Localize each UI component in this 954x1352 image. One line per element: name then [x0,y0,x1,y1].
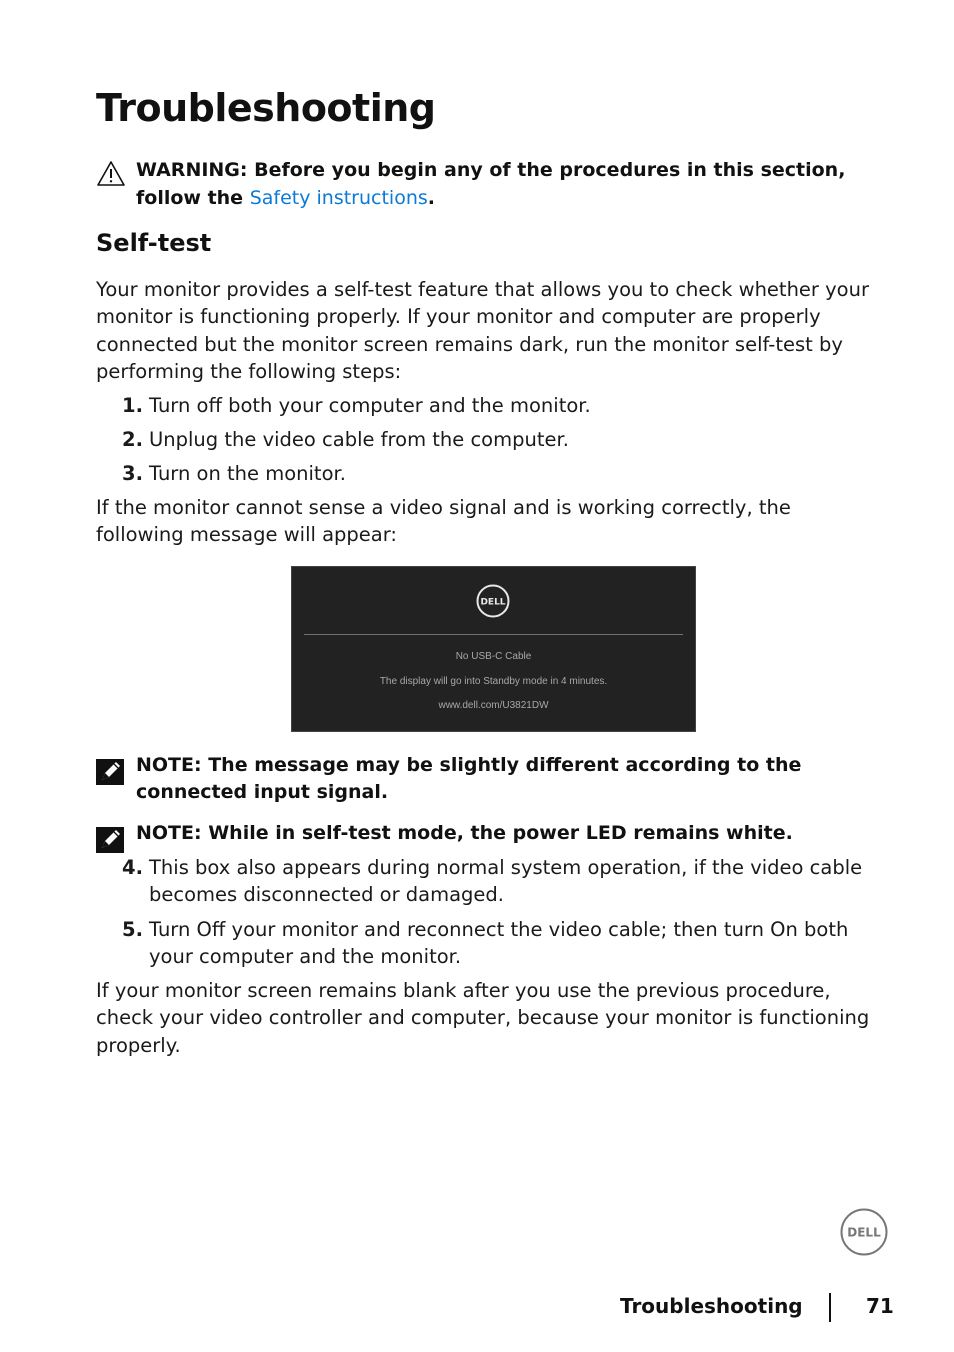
note-pencil-icon [96,759,124,785]
list-item-number: 3. [122,462,143,485]
dell-logo-icon [476,584,510,618]
intro-paragraph: Your monitor provides a self-test feature that allows you to check whether your monitor is functioning properly. If your monitor and computer are properly connected but the monitor screen remains dark, run the monitor self-test by performing the following steps: [96,278,869,383]
osd-line-1: No USB-C Cable [455,651,532,662]
footer-section-label: Troubleshooting [620,1294,803,1318]
section-heading: Self-test [96,229,212,257]
closing-paragraph: If your monitor screen remains blank after you use the previous procedure, check your video controller and computer, because your monitor is functioning properly. [96,979,870,1057]
footer-divider [829,1293,831,1322]
list-item-text: Unplug the video cable from the computer. [149,428,569,451]
warning-text-suffix: . [427,187,435,209]
list-item-number: 5. [122,918,143,941]
list-item-text: Turn off both your computer and the monitor. [149,394,591,417]
list-item-text: Turn Off your monitor and reconnect the video cable; then turn On both your computer and the monitor. [149,918,849,969]
osd-divider [304,634,683,635]
note-pencil-icon [96,827,124,853]
warning-text-prefix: WARNING: Before you begin any of the procedures in this section, follow the [136,159,846,209]
message-paragraph: If the monitor cannot sense a video signal and is working correctly, the following message will appear: [96,496,791,547]
warning-triangle-icon [96,160,126,187]
note-text: NOTE: The message may be slightly different according to the connected input signal. [136,754,802,803]
list-item-number: 1. [122,394,143,417]
safety-instructions-link[interactable]: Safety instructions [249,187,428,209]
note-text: NOTE: While in self-test mode, the power LED remains white. [136,822,793,844]
page-title: Troubleshooting [96,86,436,130]
dell-logo-icon [840,1208,888,1256]
svg-text:DELL: DELL [847,1225,881,1240]
page-number: 71 [866,1294,894,1318]
list-item-number: 4. [122,856,143,879]
list-item-number: 2. [122,428,143,451]
list-item-text: Turn on the monitor. [149,462,346,485]
list-item-text: This box also appears during normal system operation, if the video cable becomes disconnected or damaged. [149,856,863,907]
warning-text [136,156,896,212]
osd-line-3: www.dell.com/U3821DW [438,700,549,711]
osd-line-2: The display will go into Standby mode in 4 minutes. [379,676,608,687]
osd-message-screenshot [291,566,696,732]
svg-text:DELL: DELL [480,597,506,608]
